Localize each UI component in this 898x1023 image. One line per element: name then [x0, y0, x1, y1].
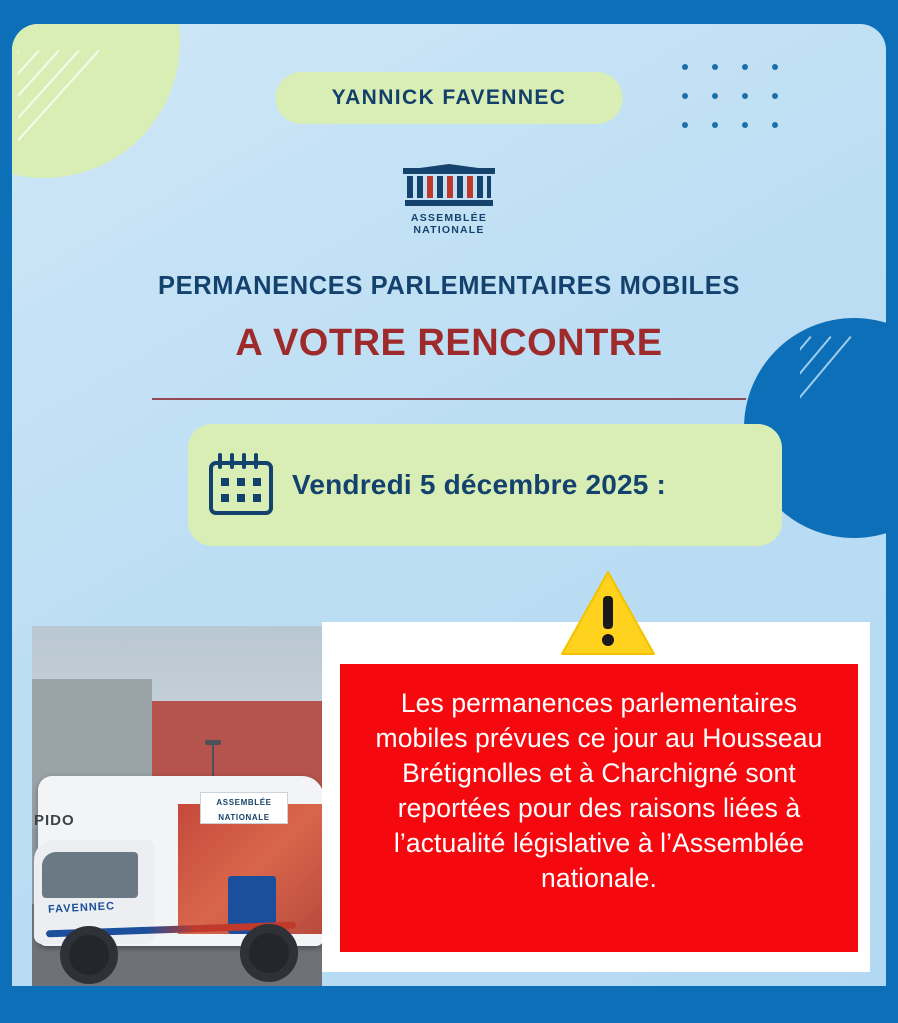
heading-secondary: A VOTRE RENCONTRE	[235, 322, 663, 364]
warning-triangle-icon	[560, 570, 656, 656]
date-label: Vendredi 5 décembre 2025 :	[292, 469, 667, 500]
logo-caption-line2: NATIONALE	[413, 224, 485, 237]
mobile-office-photo	[32, 626, 322, 986]
assemblee-nationale-logo	[389, 164, 509, 236]
photo-van-plate-line1: ASSEMBLÉE	[216, 798, 272, 807]
photo-van-wheel-rear	[240, 924, 298, 982]
photo-van-wheel-front	[60, 926, 118, 984]
photo-van-plate-line2: NATIONALE	[218, 813, 270, 822]
decorative-dot-grid	[682, 64, 802, 151]
cancellation-notice: Les permanences parlementaires mobiles prévues ce jour au Housseau Brétignolles et à Charchigné sont reportées pour des raisons liées à l’actualité législative à l’Assemblée nationale.	[340, 664, 858, 952]
decorative-green-stripes	[18, 50, 148, 170]
logo-caption	[389, 212, 509, 236]
photo-antenna	[212, 744, 214, 778]
heading-primary: PERMANENCES PARLEMENTAIRES MOBILES	[158, 272, 740, 300]
logo-caption-line1: ASSEMBLÉE	[410, 212, 488, 224]
poster-card	[12, 24, 886, 986]
deputy-name: YANNICK FAVENNEC	[276, 72, 623, 124]
photo-van-plate	[200, 792, 288, 824]
date-banner	[188, 424, 782, 546]
photo-van-model: PIDO	[34, 812, 75, 829]
photo-van-windshield	[42, 852, 138, 898]
divider-rule	[152, 398, 746, 400]
calendar-icon	[208, 453, 274, 517]
assemblee-nationale-building-icon	[403, 164, 495, 208]
photo-van-brand: FAVENNEC	[47, 900, 116, 916]
